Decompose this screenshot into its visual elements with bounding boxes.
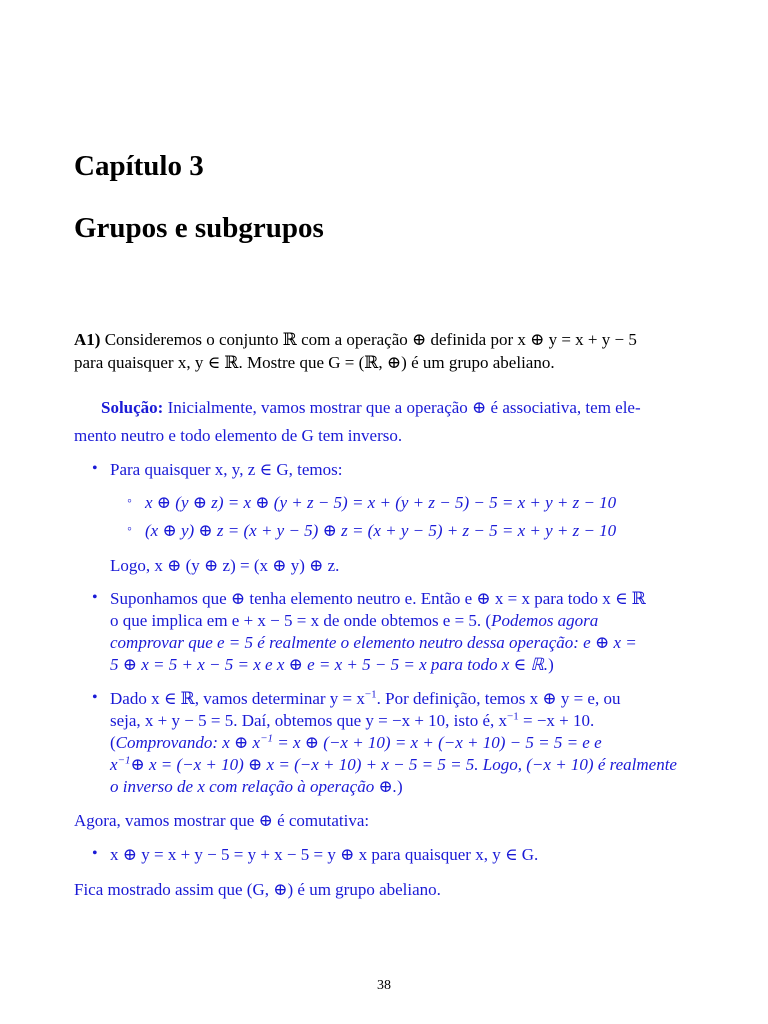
assoc-conclusion: Logo, x ⊕ (y ⊕ z) = (x ⊕ y) ⊕ z. <box>110 556 340 575</box>
problem-id: A1) <box>74 330 101 349</box>
inverse-sup-3: −1 <box>260 732 274 745</box>
inverse-text-4b: ⊕ x = (−x + 10) ⊕ x = (−x + 10) + x − 5 = 5 = 5. Logo, (−x + 10) é realmente <box>130 755 677 774</box>
inverse-line-3 <box>110 732 696 754</box>
inverse-text-4a: x <box>110 755 118 774</box>
inverse-text-1a: Dado x ∈ ℝ, vamos determinar y = x <box>110 689 365 708</box>
solution-intro-line-2: mento neutro e todo elemento de G tem inverso. <box>74 426 403 445</box>
assoc-eq-2: (x ⊕ y) ⊕ z = (x + y − 5) ⊕ z = (x + y − 5) + z − 5 = x + y + z − 10 <box>145 521 617 540</box>
neutral-text-2a: o que implica em e + x − 5 = x de onde obtemos e = 5. ( <box>110 611 492 630</box>
sub-bullet-icon: ◦ <box>127 522 132 537</box>
solution-label: Solução: <box>101 398 164 417</box>
inverse-line-4 <box>110 754 696 776</box>
solution-intro-line-1 <box>101 397 696 419</box>
bullet-icon: • <box>92 689 98 706</box>
assoc-eq-1: x ⊕ (y ⊕ z) = x ⊕ (y + z − 5) = x + (y + z − 5) − 5 = x + y + z − 10 <box>145 493 617 512</box>
inverse-text-3a: ( <box>110 733 116 752</box>
bullet-icon: • <box>92 460 98 477</box>
problem-line-2: para quaisquer x, y ∈ ℝ. Mostre que G = (ℝ, ⊕) é um grupo abeliano. <box>74 353 555 372</box>
assoc-lead: Para quaisquer x, y, z ∈ G, temos: <box>110 460 343 479</box>
inverse-sup-1: −1 <box>364 688 377 701</box>
inverse-text-1b: . Por definição, temos x ⊕ y = e, ou <box>376 689 621 708</box>
neutral-line-3: comprovar que e = 5 é realmente o elemento neutro dessa operação: e ⊕ x = <box>110 633 637 652</box>
chapter-label: Capítulo 3 <box>74 150 204 182</box>
inverse-text-3c: = x ⊕ (−x + 10) = x + (−x + 10) − 5 = 5 = e e <box>273 733 602 752</box>
problem-text-1: Consideremos o conjunto ℝ com a operação ⊕ definida por x ⊕ y = x + y − 5 <box>104 330 637 349</box>
page-number: 38 <box>377 978 391 993</box>
neutral-text-4a: 5 ⊕ x = 5 + x − 5 = x e x ⊕ e = x + 5 − 5 = x para todo x ∈ ℝ. <box>110 655 549 674</box>
inverse-sup-4: −1 <box>117 754 131 767</box>
neutral-line-2 <box>110 610 696 632</box>
commut-lead: Agora, vamos mostrar que ⊕ é comutativa: <box>74 811 370 830</box>
inverse-text-3b: Comprovando: x ⊕ x <box>115 733 261 752</box>
chapter-title: Grupos e subgrupos <box>74 212 324 244</box>
neutral-text-2b: Podemos agora <box>491 611 599 630</box>
neutral-text-4b: ) <box>548 655 554 674</box>
inverse-text-5b: ) <box>396 777 403 796</box>
conclusion: Fica mostrado assim que (G, ⊕) é um grupo abeliano. <box>74 880 441 899</box>
problem-line-1 <box>74 329 696 351</box>
sub-bullet-icon: ◦ <box>127 494 132 509</box>
bullet-icon: • <box>92 845 98 862</box>
commut-equation: x ⊕ y = x + y − 5 = y + x − 5 = y ⊕ x para quaisquer x, y ∈ G. <box>110 845 539 864</box>
neutral-line-1: Suponhamos que ⊕ tenha elemento neutro e. Então e ⊕ x = x para todo x ∈ ℝ <box>110 589 646 608</box>
inverse-text-2a: seja, x + y − 5 = 5. Daí, obtemos que y = −x + 10, isto é, x <box>110 711 508 730</box>
inverse-line-2 <box>110 710 696 732</box>
inverse-line-1 <box>110 688 696 710</box>
neutral-line-4 <box>110 654 696 676</box>
bullet-icon: • <box>92 589 98 606</box>
solution-intro-text: Inicialmente, vamos mostrar que a operação ⊕ é associativa, tem ele- <box>167 398 641 417</box>
inverse-text-5a: o inverso de x com relação à operação ⊕. <box>110 777 397 796</box>
inverse-text-2b: = −x + 10. <box>518 711 595 730</box>
inverse-line-5 <box>110 776 696 798</box>
inverse-sup-2: −1 <box>507 710 519 723</box>
